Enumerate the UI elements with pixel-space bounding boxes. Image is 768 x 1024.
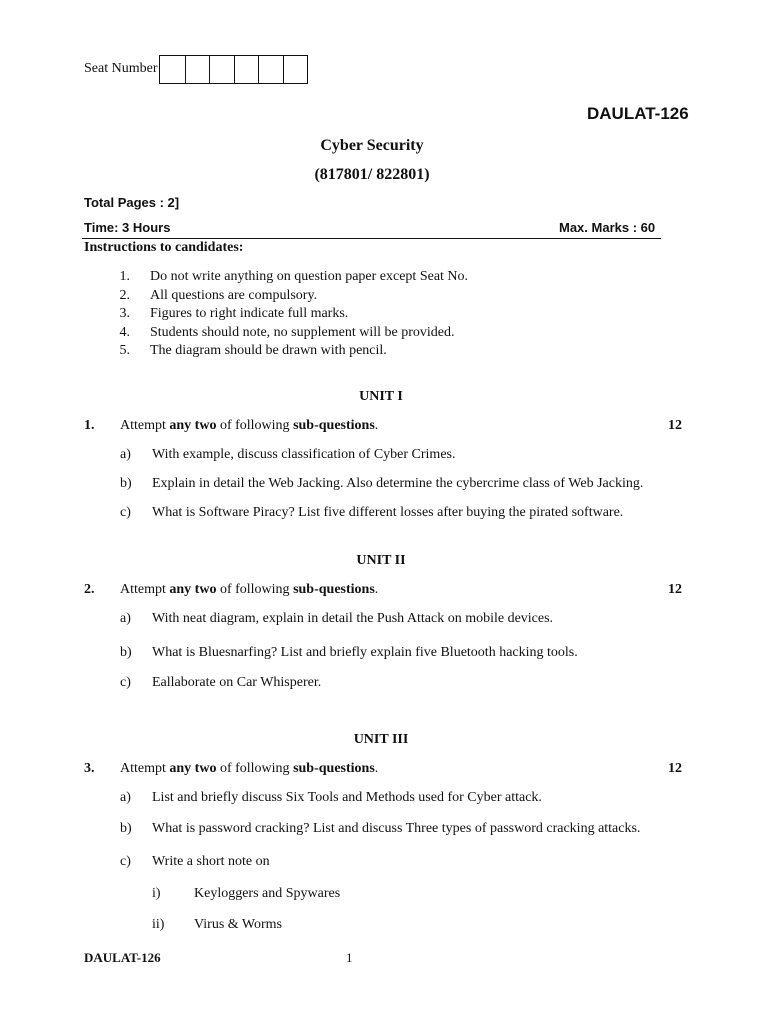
instruction-text: All questions are compulsory. bbox=[150, 288, 318, 303]
sub-question-label: b) bbox=[120, 821, 132, 836]
question-marks: 12 bbox=[668, 761, 682, 776]
sub-question-label: c) bbox=[120, 675, 131, 690]
instruction-number: 5. bbox=[119, 343, 130, 358]
sub-question-text: With example, discuss classification of Cyber Crimes. bbox=[152, 447, 456, 462]
instruction-number: 1. bbox=[119, 269, 130, 284]
subject-codes: (817801/ 822801) bbox=[314, 166, 430, 183]
unit-heading: UNIT II bbox=[356, 553, 406, 568]
sub-question-label: a) bbox=[120, 447, 131, 462]
seat-digit-box bbox=[160, 56, 185, 83]
question-number: 3. bbox=[84, 761, 95, 776]
seat-digit-box bbox=[283, 56, 308, 83]
question-prompt: Attempt any two of following sub-questions. bbox=[120, 761, 379, 776]
seat-number-label: Seat Number bbox=[84, 61, 158, 76]
sub-sub-question-text: Keyloggers and Spywares bbox=[194, 886, 341, 901]
seat-digit-box bbox=[209, 56, 234, 83]
instructions-heading: Instructions to candidates: bbox=[84, 240, 244, 255]
sub-question-label: c) bbox=[120, 505, 131, 520]
question-number: 1. bbox=[84, 418, 95, 433]
sub-question-label: b) bbox=[120, 476, 132, 491]
instruction-text: Figures to right indicate full marks. bbox=[150, 306, 349, 321]
instruction-number: 3. bbox=[119, 306, 130, 321]
sub-sub-question-label: i) bbox=[152, 886, 161, 901]
instruction-number: 4. bbox=[119, 325, 130, 340]
sub-question-text: With neat diagram, explain in detail the Push Attack on mobile devices. bbox=[152, 611, 554, 626]
instruction-text: Students should note, no supplement will be provided. bbox=[150, 325, 455, 340]
sub-question-text: What is Software Piracy? List five different losses after buying the pirated software. bbox=[152, 505, 624, 520]
paper-code: DAULAT-126 bbox=[587, 104, 689, 123]
question-marks: 12 bbox=[668, 418, 682, 433]
question-prompt: Attempt any two of following sub-questions. bbox=[120, 582, 379, 597]
question-marks: 12 bbox=[668, 582, 682, 597]
sub-question-text: Eallaborate on Car Whisperer. bbox=[152, 675, 322, 690]
seat-digit-box bbox=[258, 56, 283, 83]
unit-heading: UNIT I bbox=[359, 389, 403, 404]
sub-question-text: Explain in detail the Web Jacking. Also determine the cybercrime class of Web Jacking. bbox=[152, 476, 644, 491]
sub-sub-question-label: ii) bbox=[152, 917, 165, 932]
sub-question-label: a) bbox=[120, 790, 131, 805]
seat-digit-box bbox=[185, 56, 210, 83]
question-number: 2. bbox=[84, 582, 95, 597]
sub-question-label: c) bbox=[120, 854, 131, 869]
unit-heading: UNIT III bbox=[353, 732, 409, 747]
sub-question-text: What is password cracking? List and discuss Three types of password cracking attacks. bbox=[152, 821, 641, 836]
page-number: 1 bbox=[346, 950, 353, 965]
exam-time: Time: 3 Hours bbox=[84, 220, 171, 235]
footer-paper-code: DAULAT-126 bbox=[84, 950, 161, 965]
question-prompt: Attempt any two of following sub-questions. bbox=[120, 418, 379, 433]
seat-number-boxes bbox=[159, 55, 308, 84]
instruction-text: The diagram should be drawn with pencil. bbox=[150, 343, 387, 358]
paper-title: Cyber Security bbox=[320, 137, 424, 154]
total-pages: Total Pages : 2] bbox=[84, 195, 180, 210]
sub-question-text: What is Bluesnarfing? List and briefly explain five Bluetooth hacking tools. bbox=[152, 645, 578, 660]
seat-digit-box bbox=[234, 56, 259, 83]
max-marks: Max. Marks : 60 bbox=[559, 220, 656, 235]
sub-question-text: List and briefly discuss Six Tools and Methods used for Cyber attack. bbox=[152, 790, 542, 805]
instruction-number: 2. bbox=[119, 288, 130, 303]
sub-question-label: b) bbox=[120, 645, 132, 660]
sub-question-label: a) bbox=[120, 611, 131, 626]
header-divider bbox=[82, 238, 661, 239]
instruction-text: Do not write anything on question paper except Seat No. bbox=[150, 269, 469, 284]
sub-sub-question-text: Virus & Worms bbox=[194, 917, 282, 932]
sub-question-text: Write a short note on bbox=[152, 854, 270, 869]
